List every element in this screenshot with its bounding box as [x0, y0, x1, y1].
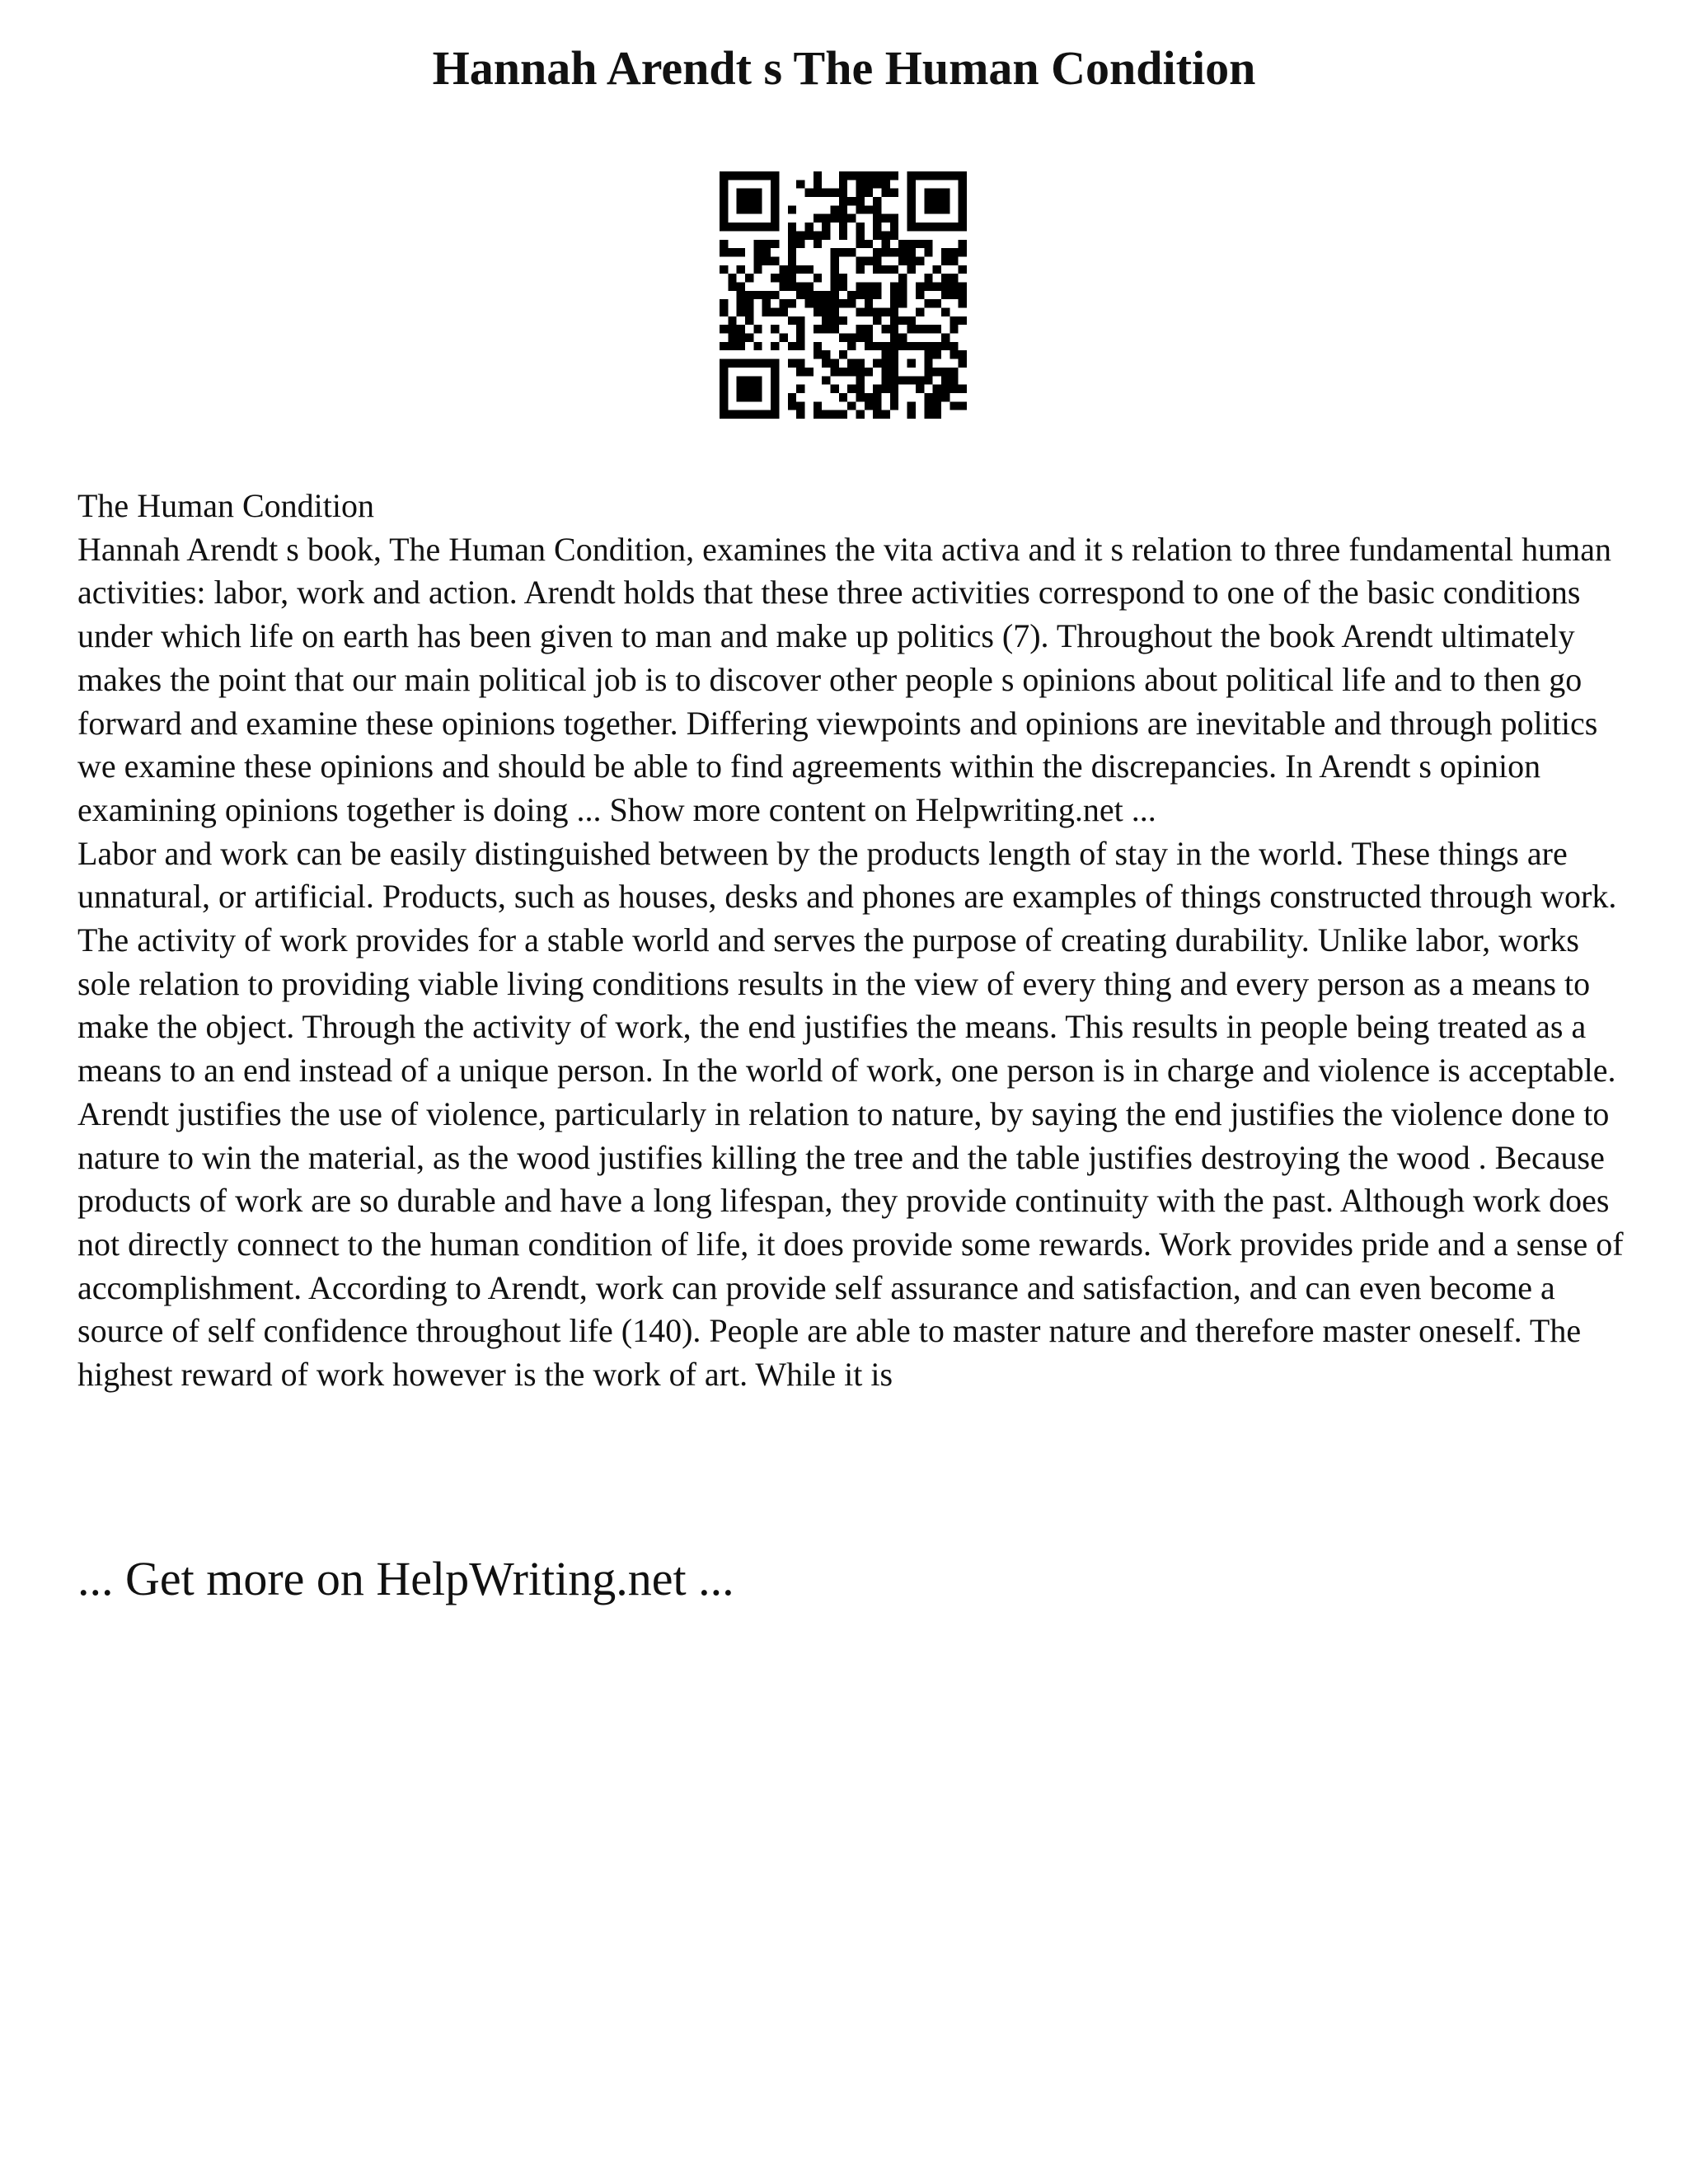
article-heading: The Human Condition [77, 487, 374, 524]
qr-code-icon [720, 171, 967, 419]
document-title: Hannah Arendt s The Human Condition [432, 41, 1256, 95]
article-body [77, 485, 1627, 1397]
article-paragraph-2: Labor and work can be easily distinguished between by the products length of stay in the world. These things are unnatural, or artificial. Products, such as houses, desks and phones are examples of things constructed through work. The activity of work provides for a stable world and serves the purpose of creating durability. Unlike labor, works sole relation to providing viable living conditions results in the view of every thing and every person as a means to make the object. Through the activity of work, the end justifies the means. This results in people being treated as a means to an end instead of a unique person. In the world of work, one person is in charge and violence is acceptable. Arendt justifies the use of violence, particularly in relation to nature, by saying the end justifies the violence done to nature to win the material, as the wood justifies killing the tree and the table justifies destroying the wood . Because products of work are so durable and have a long lifespan, they provide continuity with the past. Although work does not directly connect to the human condition of life, it does provide some rewards. Work provides pride and a sense of accomplishment. According to Arendt, work can provide self assurance and satisfaction, and can even become a source of self confidence throughout life (140). People are able to master nature and therefore master oneself. The highest reward of work however is the work of art. While it is [77, 834, 1624, 1394]
article-paragraph-1: Hannah Arendt s book, The Human Condition, examines the vita activa and it s relation to three fundamental human activities: labor, work and action. Arendt holds that these three activities correspond to one of the basic conditions under which life on earth has been given to man and make up politics (7). Throughout the book Arendt ultimately makes the point that our main political job is to discover other people s opinions about political life and to then go forward and examine these opinions together. Differing viewpoints and opinions are inevitable and through politics we examine these opinions and should be able to find agreements within the discrepancies. In Arendt s opinion examining opinions together is doing ... Show more content on Helpwriting.net ... [77, 530, 1612, 828]
get-more-link[interactable]: ... Get more on HelpWriting.net ... [77, 1552, 734, 1605]
